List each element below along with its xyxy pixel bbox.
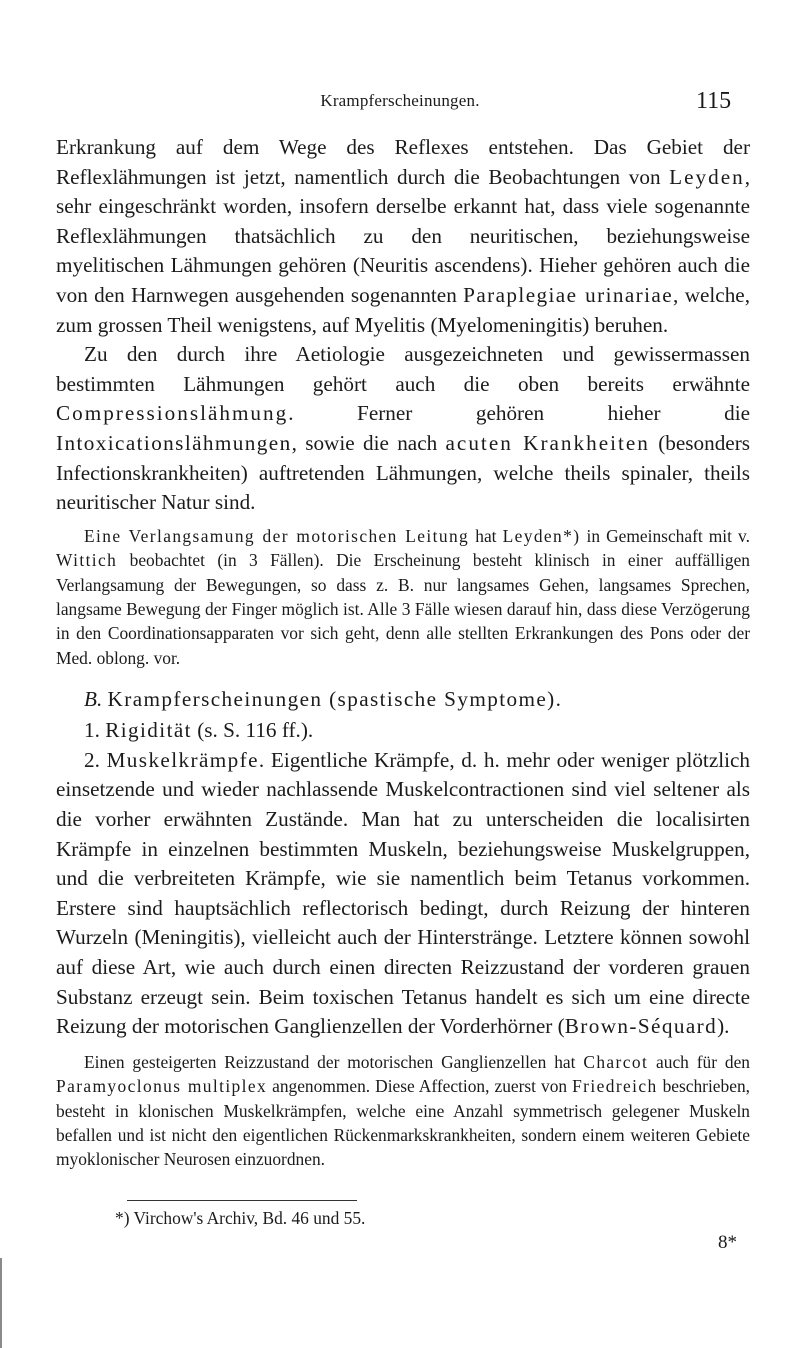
author-name: Charcot	[583, 1051, 649, 1072]
section-letter: B.	[84, 687, 103, 712]
text-run: angenommen. Diese Affection, zuerst von	[267, 1076, 573, 1097]
text-run: beschrieben, besteht in klonischen Muskelkrämpfen, welche eine Anzahl symmetrisch gelegener Muskeln befallen und ist nicht den eigentlichen Rückenmarkskrankheiten, sondern einem weiteren Gebiete myoklonischer Neurosen einzuordnen.	[56, 1076, 750, 1170]
text-run: , welche, zum grossen Theil wenigstens, auf Myelitis (Myelomeningitis) beruhen.	[56, 282, 750, 337]
text-run: , sehr eingeschränkt worden, insofern derselbe erkannt hat, dass viele sogenannte Reflexlähmungen thatsächlich zu den neuritischen, beziehungsweise myelitischen Lähmungen gehören (Neuritis ascendens). Hieher gehören auch die von den Harnwegen ausgehenden sogenannten	[56, 164, 750, 307]
text-run: Zu den durch ihre Aetiologie ausgezeichneten und gewissermassen bestimmten Lähmungen gehört auch die oben bereits erwähnte	[56, 342, 750, 396]
emphasized-term: acuten Krankheiten	[445, 430, 650, 455]
item-number: 1.	[84, 718, 100, 743]
paragraph-paramyoclonus	[56, 1050, 750, 1172]
page-body	[56, 133, 750, 1172]
list-item-muskelkraempfe	[56, 746, 750, 1042]
author-name: Wittich	[56, 550, 118, 571]
paragraph-reflex-paralysis	[56, 133, 750, 340]
section-title: Krampferscheinungen (spastische Symptome).	[107, 687, 563, 712]
text-run: (s. S. 116 ff.).	[191, 718, 314, 743]
section-heading	[56, 684, 750, 714]
paragraph-slow-conduction	[56, 524, 750, 670]
signature-mark: 8*	[718, 1232, 737, 1253]
footnote: *) Virchow's Archiv, Bd. 46 und 55.	[115, 1208, 366, 1228]
list-item-rigiditaet	[56, 716, 750, 746]
page-edge-shadow	[0, 1258, 2, 1348]
emphasized-term: Paramyoclonus multiplex	[56, 1076, 268, 1097]
text-run: Erkrankung auf dem Wege des Reflexes entstehen. Das Gebiet der Reflexlähmungen ist jetzt, namentlich durch die Beobachtungen von	[56, 135, 750, 189]
author-name: Friedreich	[572, 1076, 658, 1097]
item-term: Rigidität	[105, 718, 192, 743]
running-head: Krampferscheinungen.	[320, 91, 480, 110]
author-name: Leyden	[669, 164, 745, 189]
footnote-divider	[127, 1200, 357, 1201]
text-run: in Gemeinschaft mit v.	[580, 525, 750, 546]
item-number: 2.	[84, 747, 100, 772]
author-name: Leyden*)	[502, 525, 581, 546]
page-header	[0, 88, 800, 122]
text-run: ).	[717, 1014, 730, 1039]
item-term: Muskelkrämpfe	[106, 747, 259, 772]
paragraph-aetiology	[56, 340, 750, 518]
text-run: (besonders Infectionskrankheiten) auftretenden Lähmungen, welche theils spinaler, theils neuritischer Natur sind.	[56, 430, 750, 515]
text-run: hat	[469, 525, 503, 546]
emphasized-term: Compressionslähmung	[56, 401, 289, 426]
emphasized-term: Eine Verlangsamung der motorischen Leitung	[84, 525, 470, 546]
text-run: , sowie die nach	[291, 430, 446, 455]
text-run: . Eigentliche Krämpfe, d. h. mehr oder weniger plötzlich einsetzende und wieder nachlassende Muskelcontractionen sind viel seltener als die vorher erwähnten Zustände. Man hat zu unterscheiden die localisirten Krämpfe in einzelnen bestimmten Muskeln, beziehungsweise Muskelgruppen, und die verbreiteten Krämpfe, wie sie namentlich beim Tetanus vorkommen. Erstere sind hauptsächlich reflectorisch bedingt, durch Reizung der hinteren Wurzeln (Meningitis), vielleicht auch der Hinterstränge. Letztere können sowohl auf diese Art, wie auch durch einen directen Reizzustand der vorderen grauen Substanz erzeugt sein. Beim toxischen Tetanus handelt es sich um eine directe Reizung der motorischen Ganglienzellen der Vorderhörner (	[56, 747, 750, 1039]
text-run: . Ferner gehören hieher die	[288, 401, 750, 426]
page-number: 115	[696, 88, 732, 114]
emphasized-term: Paraplegiae urinariae	[463, 282, 674, 307]
emphasized-term: Intoxicationslähmungen	[56, 430, 292, 455]
author-name: Brown-Séquard	[564, 1014, 718, 1039]
text-run: Einen gesteigerten Reizzustand der motorischen Ganglienzellen hat	[84, 1051, 584, 1072]
text-run: beobachtet (in 3 Fällen). Die Erscheinung besteht klinisch in einer auffälligen Verlangsamung der Bewegungen, so dass z. B. nur langsames Gehen, langsames Sprechen, langsame Bewegung der Finger möglich ist. Alle 3 Fälle wiesen darauf hin, dass diese Verzögerung in den Coordinationsapparaten vor sich geht, denn alle stellten Erkrankungen des Pons oder der Med. oblong. vor.	[56, 550, 750, 668]
text-run: auch für den	[648, 1051, 751, 1072]
